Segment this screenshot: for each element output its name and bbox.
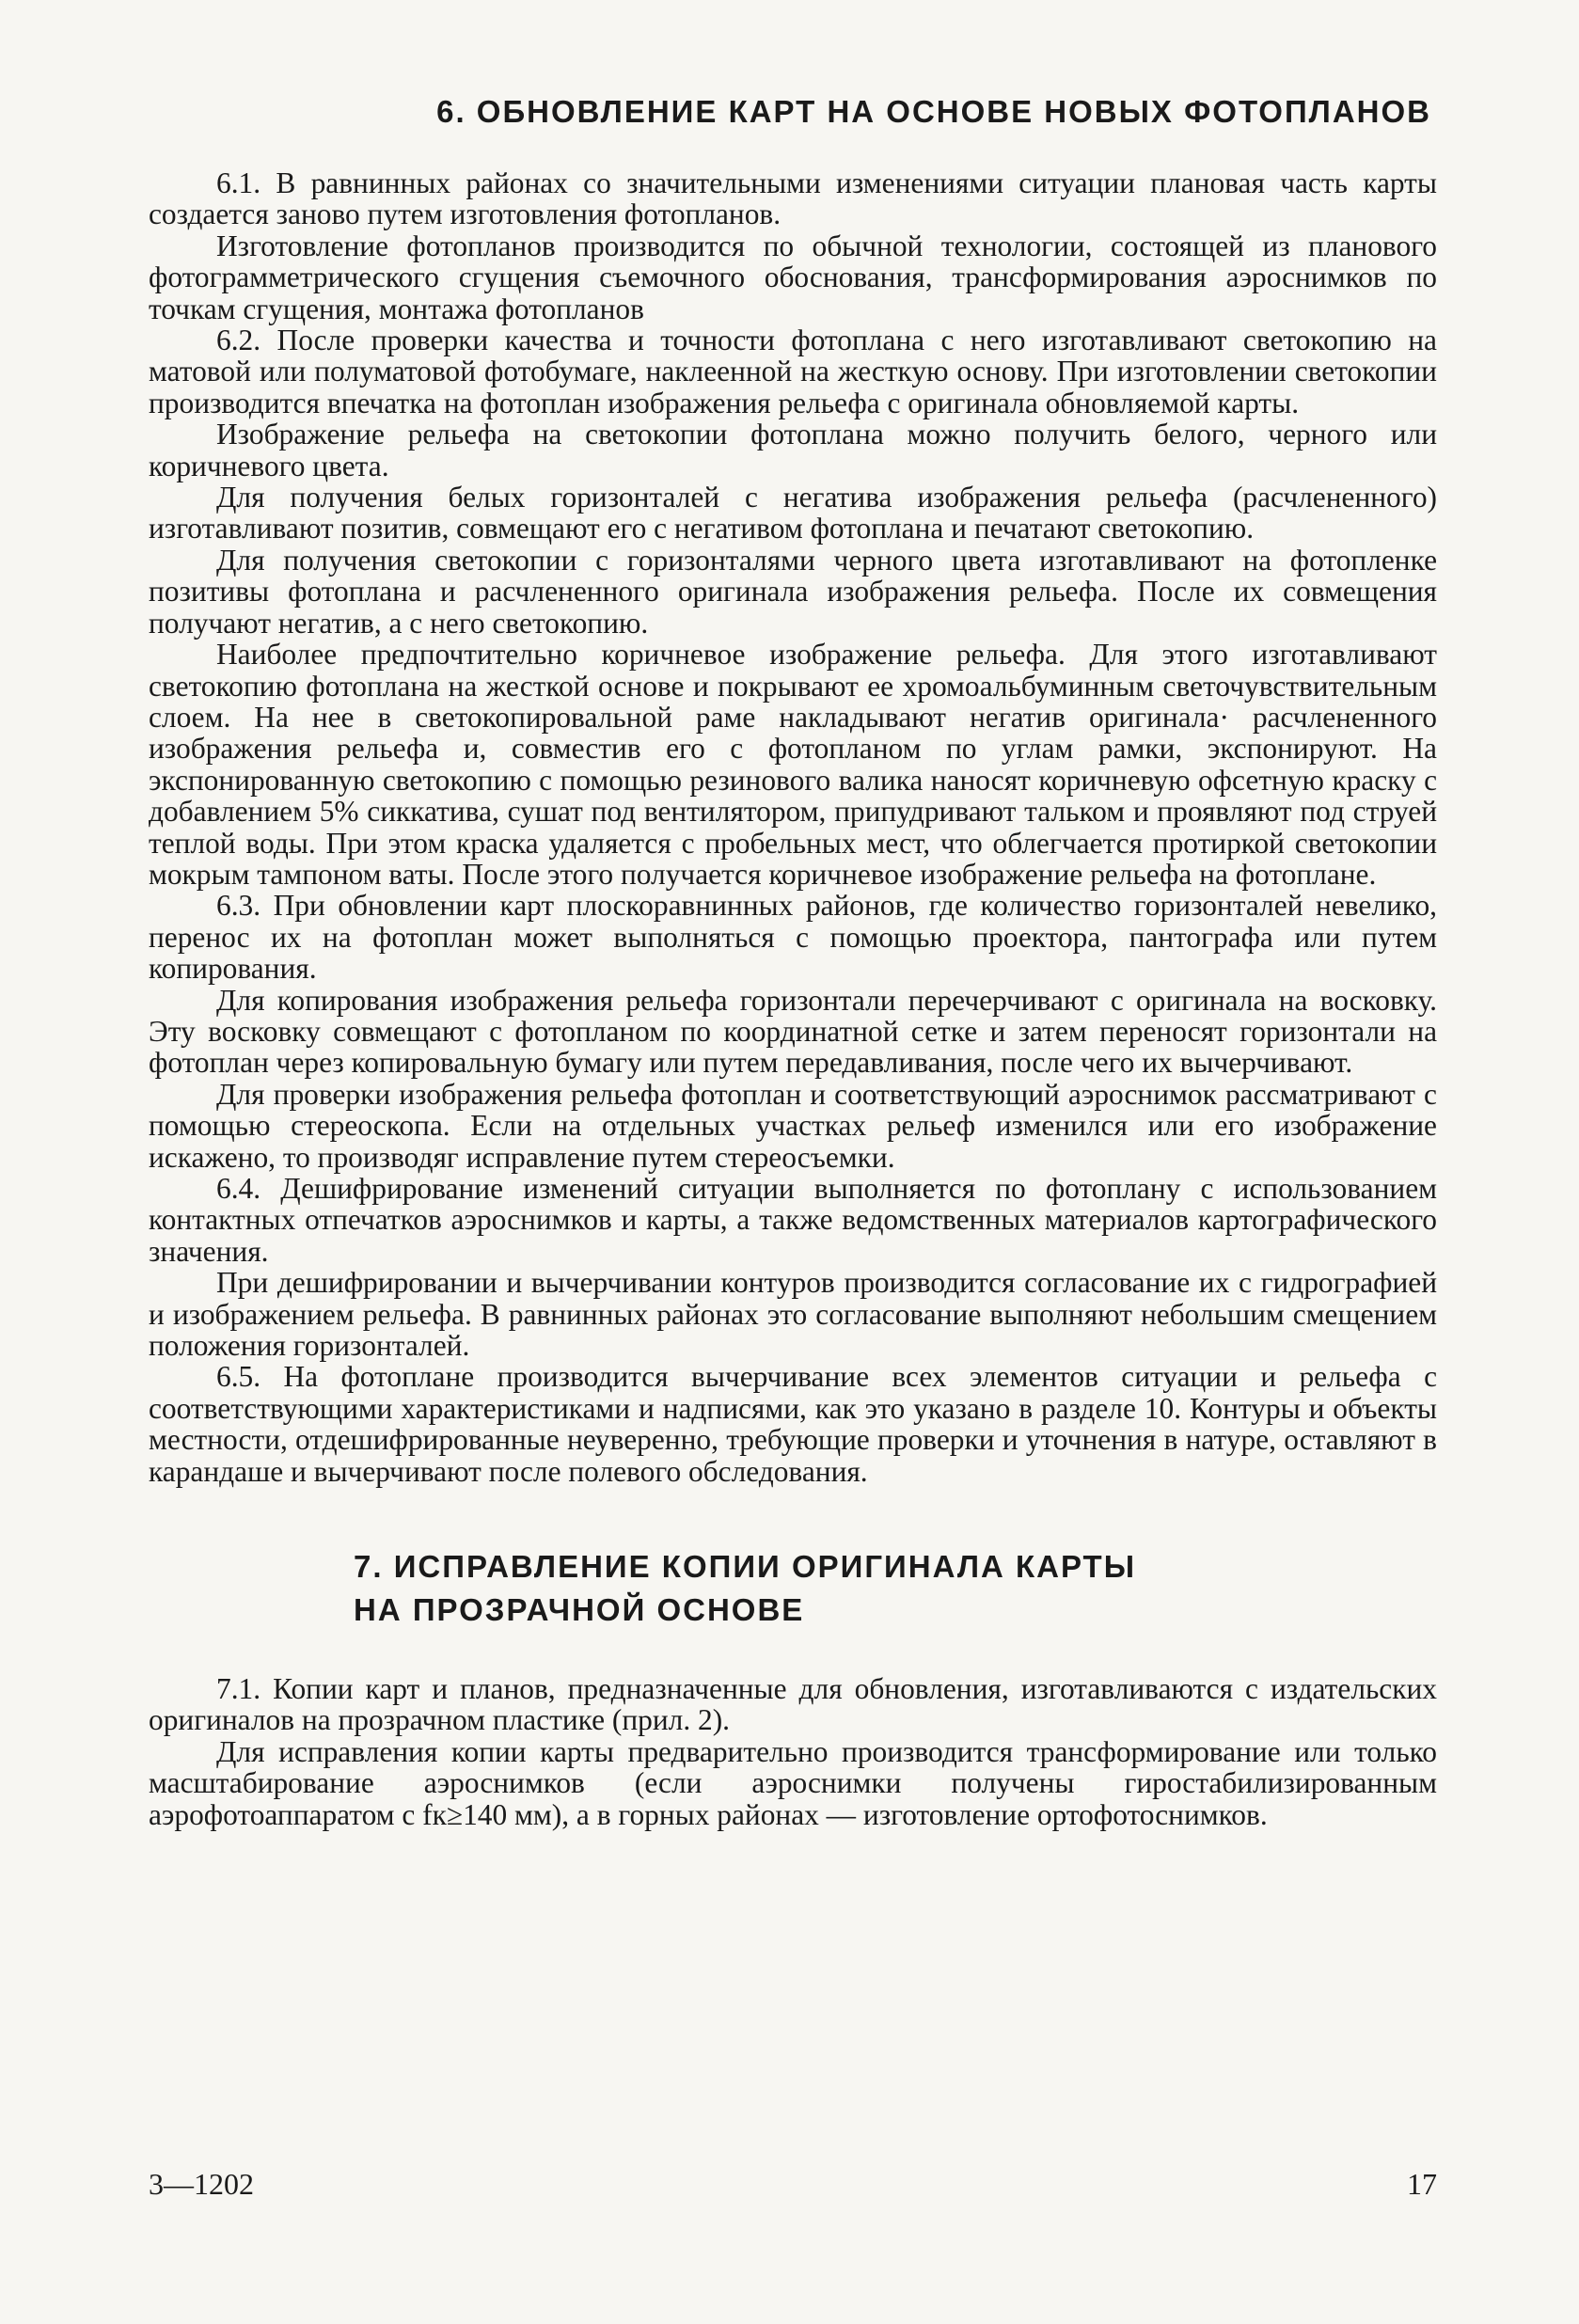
paragraph: Наиболее предпочтительно коричневое изображение рельефа. Для этого изготавливают светокопию фотоплана на жесткой основе и покрывают ее хромоальбуминным светочувствительным слоем. На нее в светокопировальной раме накладывают негатив оригинала· расчлененного изображения рельефа и, совместив его с фотопланом по углам рамки, экспонируют. На экспонированную светокопию с помощью резинового валика наносят коричневую офсетную краску с добавлением 5% сиккатива, сушат под вентилятором, припудривают тальком и проявляют под струей теплой воды. При этом краска удаляется с пробельных мест, что облегчается протиркой светокопии мокрым тампоном ваты. После этого получается коричневое изображение рельефа на фотоплане. — [149, 638, 1437, 891]
paragraph: 6.4. Дешифрирование изменений ситуации выполняется по фотоплану с использованием контактных отпечатков аэроснимков и карты, а также ведомственных материалов картографического значения. — [149, 1172, 1437, 1268]
paragraph: Для получения светокопии с горизонталями черного цвета изготавливают на фотопленке позитивы фотоплана и расчлененного оригинала изображения рельефа. После их совмещения получают негатив, а с него светокопию. — [149, 543, 1437, 640]
paragraph: Для исправления копии карты предварительно производится трансформирование или только масштабирование аэроснимков (если аэроснимки получены гиростабилизированным аэрофотоаппаратом с fк≥140 мм), а в горных районах — изготовление ортофотоснимков. — [149, 1734, 1437, 1831]
paragraph: Для проверки изображения рельефа фотоплан и соответствующий аэроснимок рассматривают с помощью стереоскопа. Если на отдельных участках рельеф изменился или его изображение искажено, то производяг исправление путем стереосъемки. — [149, 1077, 1437, 1174]
document-page — [149, 90, 1437, 2282]
paragraph: Изображение рельефа на светокопии фотоплана можно получить белого, черного или коричневого цвета. — [149, 418, 1437, 482]
paragraph: Для получения белых горизонталей с негатива изображения рельефа (расчлененного) изготавливают позитив, совмещают его с негативом фотоплана и печатают светокопию. — [149, 481, 1437, 545]
printer-signature: 3—1202 — [149, 2167, 254, 2201]
section-6-body — [149, 167, 1437, 1487]
paragraph: Для копирования изображения рельефа горизонтали перечерчивают с оригинала на восковку. Эту восковку совмещают с фотопланом по координатной сетке и затем переносят горизонтали на фотоплан через копировальную бумагу или путем передавливания, после чего их вычерчивают. — [149, 983, 1437, 1080]
section-7-body — [149, 1673, 1437, 1830]
paragraph: При дешифрировании и вычерчивании контуров производится согласование их с гидрографией и изображением рельефа. В равнинных районах это согласование выполняют небольшим смещением положения горизонталей. — [149, 1266, 1437, 1363]
paragraph: 6.1. В равнинных районах со значительными изменениями ситуации плановая часть карты создается заново путем изготовления фотопланов. — [149, 166, 1437, 231]
paragraph: 7.1. Копии карт и планов, предназначенные для обновления, изготавливаются с издательских оригиналов на прозрачном пластике (прил. 2). — [149, 1672, 1437, 1737]
section-7-title-line-1: 7. ИСПРАВЛЕНИЕ КОПИИ ОРИГИНАЛА КАРТЫ — [354, 1549, 1136, 1585]
section-7-title — [354, 1545, 1437, 1632]
paragraph: 6.2. После проверки качества и точности фотоплана с него изготавливают светокопию на матовой или полуматовой фотобумаге, наклеенной на жесткую основу. При изготовлении светокопии производится впечатка на фотоплан изображения рельефа с оригинала обновляемой карты. — [149, 324, 1437, 419]
page-footer — [149, 2167, 1437, 2202]
section-7-title-line-2: НА ПРОЗРАЧНОЙ ОСНОВЕ — [354, 1592, 805, 1628]
section-6-title: 6. ОБНОВЛЕНИЕ КАРТ НА ОСНОВЕ НОВЫХ ФОТОПЛАНОВ — [436, 94, 1431, 129]
paragraph: 6.5. На фотоплане производится вычерчивание всех элементов ситуации и рельефа с соответствующими характеристиками и надписями, как это указано в разделе 10. Контуры и объекты местности, отдешифрированные неуверенно, требующие проверки и уточнения в натуре, оставляют в карандаше и вычерчивают после полевого обследования. — [149, 1360, 1437, 1488]
paragraph: 6.3. При обновлении карт плоскоравнинных районов, где количество горизонталей невелико, перенос их на фотоплан может выполняться с помощью проектора, пантографа или путем копирования. — [149, 889, 1437, 986]
page-number: 17 — [1407, 2167, 1437, 2201]
paragraph: Изготовление фотопланов производится по обычной технологии, состоящей из планового фотограмметрического сгущения съемочного обоснования, трансформирования аэроснимков по точкам сгущения, монтажа фотопланов — [149, 229, 1437, 325]
